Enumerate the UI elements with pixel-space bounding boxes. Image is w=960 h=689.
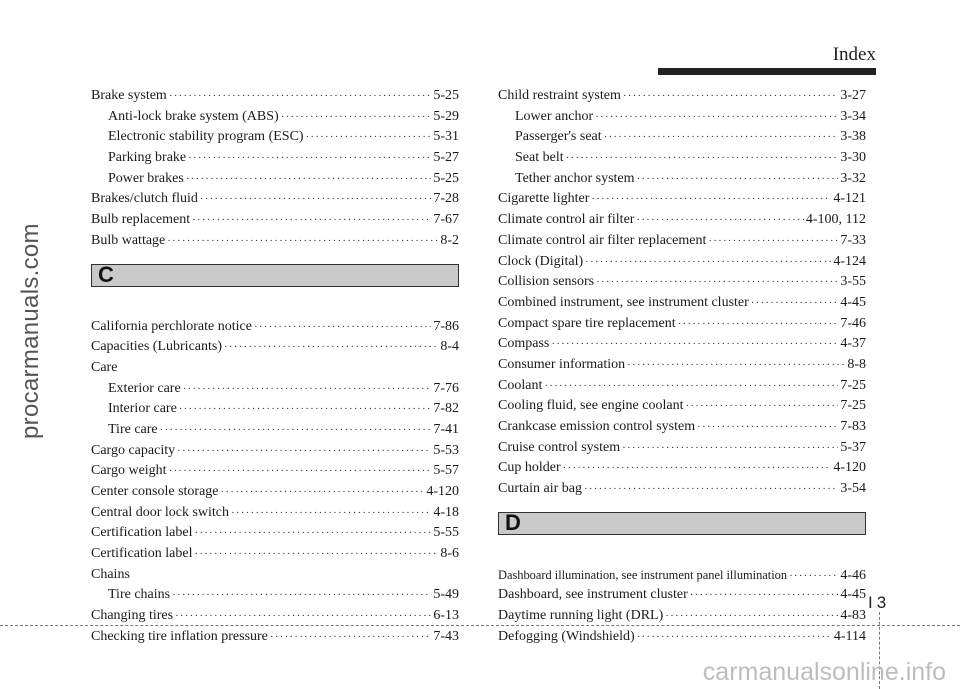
index-entry	[91, 148, 459, 169]
entry-page-ref: 8-8	[847, 356, 866, 372]
entry-label: Compact spare tire replacement	[498, 315, 676, 331]
entry-page-ref: 3-55	[840, 274, 866, 290]
leader-dots	[584, 479, 838, 500]
leader-dots	[177, 441, 431, 462]
entry-label: Care	[91, 359, 118, 375]
entry-label: Brake system	[91, 88, 167, 103]
leader-dots	[637, 169, 839, 190]
entry-label: Collision sensors	[498, 274, 595, 290]
watermark-carmanualsonline: carmanualsonline.info	[702, 658, 946, 686]
entry-label: Cargo capacity	[91, 442, 176, 458]
entry-label: Dashboard, see instrument cluster	[498, 587, 688, 603]
entry-label: Tire care	[108, 421, 158, 437]
entry-list	[498, 86, 866, 500]
leader-dots	[678, 314, 839, 335]
index-entry	[498, 458, 866, 479]
index-column-left	[91, 86, 459, 648]
entry-page-ref: 8-4	[440, 339, 459, 355]
entry-page-ref: 5-53	[433, 442, 459, 458]
watermark-procarmanuals: procarmanuals.com	[17, 223, 44, 439]
index-entry	[498, 210, 866, 231]
leader-dots	[224, 337, 438, 358]
leader-dots	[751, 293, 839, 314]
leader-dots	[563, 458, 832, 479]
entry-page-ref: 3-27	[840, 88, 866, 103]
leader-dots	[194, 523, 431, 544]
index-entry	[498, 438, 866, 459]
index-entry	[91, 565, 459, 586]
index-entry	[91, 358, 459, 379]
entry-label: Curtain air bag	[498, 481, 582, 497]
entry-page-ref: 4-83	[840, 608, 866, 624]
entry-list	[498, 565, 866, 648]
entry-label: Cigarette lighter	[498, 191, 590, 207]
index-entry	[498, 355, 866, 376]
index-entry	[91, 606, 459, 627]
entry-page-ref: 8-2	[440, 232, 459, 248]
leader-dots	[697, 417, 838, 438]
entry-label: Exterior care	[108, 380, 181, 396]
index-entry	[91, 503, 459, 524]
entry-label: Changing tires	[91, 608, 174, 624]
leader-dots	[270, 627, 431, 648]
entry-page-ref: 5-27	[433, 150, 459, 166]
entry-page-ref: 8-6	[440, 546, 459, 562]
leader-dots	[665, 606, 838, 627]
leader-dots	[188, 148, 431, 169]
index-entry	[498, 479, 866, 500]
page-index: 3	[876, 593, 891, 612]
leader-dots	[636, 210, 803, 231]
page-section: I	[868, 593, 877, 612]
entry-page-ref: 4-114	[833, 628, 866, 644]
leader-dots	[281, 107, 432, 128]
entry-page-ref: 3-32	[840, 170, 866, 186]
entry-page-ref: 6-13	[433, 608, 459, 624]
index-entry	[498, 231, 866, 252]
leader-dots	[627, 355, 845, 376]
leader-dots	[169, 461, 432, 482]
index-entry	[91, 379, 459, 400]
entry-label: Passerger's seat	[515, 129, 602, 145]
leader-dots	[595, 107, 838, 128]
entry-page-ref: 3-38	[840, 129, 866, 145]
entry-page-ref: 3-34	[840, 108, 866, 124]
entry-page-ref: 5-57	[433, 463, 459, 479]
entry-label: Combined instrument, see instrument cluster	[498, 294, 749, 310]
index-entry	[498, 272, 866, 293]
entry-page-ref: 5-55	[433, 525, 459, 541]
page-number	[868, 593, 890, 613]
index-entry	[498, 396, 866, 417]
index-entry	[498, 585, 866, 606]
index-entry	[498, 293, 866, 314]
leader-dots	[186, 169, 432, 190]
entry-page-ref: 7-86	[433, 318, 459, 334]
index-entry	[498, 376, 866, 397]
entry-page-ref: 5-31	[433, 129, 459, 145]
entry-label: Certification label	[91, 546, 193, 562]
entry-label: Tire chains	[108, 587, 171, 603]
entry-page-ref: 5-37	[840, 439, 866, 455]
footer-divider	[0, 625, 960, 626]
entry-label: Brakes/clutch fluid	[91, 191, 198, 207]
entry-page-ref: 7-43	[433, 628, 459, 644]
page-header-title: Index	[832, 44, 876, 65]
entry-label: Parking brake	[108, 150, 187, 166]
leader-dots	[591, 189, 831, 210]
section-header-c	[91, 261, 459, 287]
entry-page-ref: 7-25	[840, 398, 866, 414]
entry-page-ref: 7-67	[433, 212, 459, 228]
entry-label: Interior care	[108, 401, 177, 417]
index-entry	[91, 544, 459, 565]
leader-dots	[221, 482, 425, 503]
index-entry	[91, 127, 459, 148]
index-entry	[91, 86, 459, 107]
leader-dots	[708, 231, 838, 252]
entry-label: Lower anchor	[515, 108, 594, 124]
entry-page-ref: 4-18	[433, 504, 459, 520]
leader-dots	[685, 396, 838, 417]
entry-page-ref: 4-45	[840, 294, 866, 310]
entry-label: Consumer information	[498, 356, 626, 372]
index-entry	[498, 314, 866, 335]
index-entry	[91, 585, 459, 606]
entry-page-ref: 7-82	[433, 401, 459, 417]
entry-label: Chains	[91, 566, 130, 582]
leader-dots	[160, 420, 432, 441]
entry-page-ref: 7-46	[840, 315, 866, 331]
leader-dots	[200, 189, 431, 210]
entry-page-ref: 4-120	[426, 484, 459, 499]
entry-page-ref: 4-100, 112	[805, 212, 866, 228]
index-entry	[498, 334, 866, 355]
leader-dots	[254, 317, 431, 338]
entry-label: Electronic stability program (ESC)	[108, 129, 304, 145]
entry-label: Dashboard illumination, see instrument panel illumination	[498, 567, 788, 582]
entry-label: Bulb wattage	[91, 232, 166, 248]
entry-list	[91, 317, 459, 648]
index-entry	[91, 523, 459, 544]
index-entry	[498, 107, 866, 128]
index-entry	[91, 420, 459, 441]
entry-label: Anti-lock brake system (ABS)	[108, 108, 279, 124]
leader-dots	[169, 86, 432, 107]
leader-dots	[551, 334, 838, 355]
entry-page-ref: 7-33	[840, 232, 866, 248]
index-entry	[498, 606, 866, 627]
leader-dots	[192, 210, 431, 231]
header-rule	[658, 68, 876, 75]
entry-label: Compass	[498, 336, 550, 352]
leader-dots	[623, 86, 838, 107]
entry-page-ref: 7-76	[433, 380, 459, 396]
index-entry	[91, 441, 459, 462]
entry-page-ref: 7-28	[433, 191, 459, 207]
entry-page-ref: 3-30	[840, 150, 866, 166]
entry-label: Climate control air filter replacement	[498, 232, 707, 248]
entry-page-ref: 5-49	[433, 587, 459, 603]
entry-page-ref: 4-120	[833, 460, 866, 476]
entry-label: Cargo weight	[91, 463, 167, 479]
index-entry	[91, 627, 459, 648]
entry-label: Central door lock switch	[91, 504, 230, 520]
entry-page-ref: 7-41	[433, 421, 459, 437]
index-entry	[91, 482, 459, 503]
entry-label: Crankcase emission control system	[498, 419, 696, 434]
index-column-right	[498, 86, 866, 648]
entry-label: Cruise control system	[498, 439, 621, 455]
entry-page-ref: 7-83	[840, 419, 866, 434]
leader-dots	[690, 585, 839, 606]
entry-label: Clock (Digital)	[498, 253, 584, 269]
leader-dots	[544, 376, 838, 397]
entry-page-ref: 7-25	[840, 377, 866, 393]
leader-dots	[175, 606, 431, 627]
entry-label: Center console storage	[91, 484, 219, 499]
index-entry	[91, 317, 459, 338]
index-entry	[498, 627, 866, 648]
leader-dots	[604, 127, 839, 148]
entry-label: Tether anchor system	[515, 170, 635, 186]
section-header-d	[498, 509, 866, 535]
index-entry	[91, 107, 459, 128]
entry-page-ref: 4-121	[833, 191, 866, 207]
entry-label: Certification label	[91, 525, 193, 541]
entry-label: Seat belt	[515, 150, 564, 166]
entry-page-ref: 4-45	[840, 587, 866, 603]
entry-label: Capacities (Lubricants)	[91, 339, 223, 355]
entry-page-ref: 4-124	[833, 253, 866, 269]
leader-dots	[179, 399, 432, 420]
index-entry	[91, 210, 459, 231]
index-entry	[498, 86, 866, 107]
index-entry	[91, 169, 459, 190]
entry-label: California perchlorate notice	[91, 318, 252, 334]
index-entry	[498, 417, 866, 438]
leader-dots	[167, 231, 438, 252]
leader-dots	[183, 379, 432, 400]
leader-dots	[789, 566, 838, 587]
index-entry	[91, 461, 459, 482]
leader-dots	[172, 585, 431, 606]
leader-dots	[637, 627, 832, 648]
entry-page-ref: 4-46	[840, 567, 866, 583]
entry-page-ref: 5-25	[433, 88, 459, 103]
index-entry	[91, 399, 459, 420]
leader-dots	[596, 272, 838, 293]
index-entry	[91, 189, 459, 210]
index-entry	[498, 127, 866, 148]
index-entry	[498, 169, 866, 190]
index-entry	[91, 337, 459, 358]
entry-page-ref: 3-54	[840, 481, 866, 497]
entry-page-ref: 4-37	[840, 336, 866, 352]
entry-label: Cooling fluid, see engine coolant	[498, 398, 684, 414]
leader-dots	[566, 148, 839, 169]
leader-dots	[194, 544, 438, 565]
index-entry	[498, 148, 866, 169]
entry-label: Cup holder	[498, 460, 561, 476]
entry-label: Climate control air filter	[498, 212, 635, 228]
section-letter: C	[98, 261, 114, 287]
index-entry	[91, 231, 459, 252]
leader-dots	[622, 438, 838, 459]
leader-dots	[306, 127, 432, 148]
index-entry	[498, 252, 866, 273]
leader-dots	[585, 252, 831, 273]
entry-label: Coolant	[498, 377, 543, 393]
entry-page-ref: 5-25	[433, 170, 459, 186]
entry-label: Checking tire inflation pressure	[91, 628, 268, 644]
leader-dots	[231, 503, 431, 524]
entry-label: Power brakes	[108, 170, 184, 186]
index-entry	[498, 565, 866, 586]
entry-list	[91, 86, 459, 252]
section-letter: D	[505, 509, 521, 535]
entry-label: Child restraint system	[498, 88, 621, 103]
index-entry	[498, 189, 866, 210]
entry-label: Daytime running light (DRL)	[498, 608, 664, 624]
entry-label: Defogging (Windshield)	[498, 628, 635, 644]
entry-label: Bulb replacement	[91, 212, 191, 228]
entry-page-ref: 5-29	[433, 108, 459, 124]
